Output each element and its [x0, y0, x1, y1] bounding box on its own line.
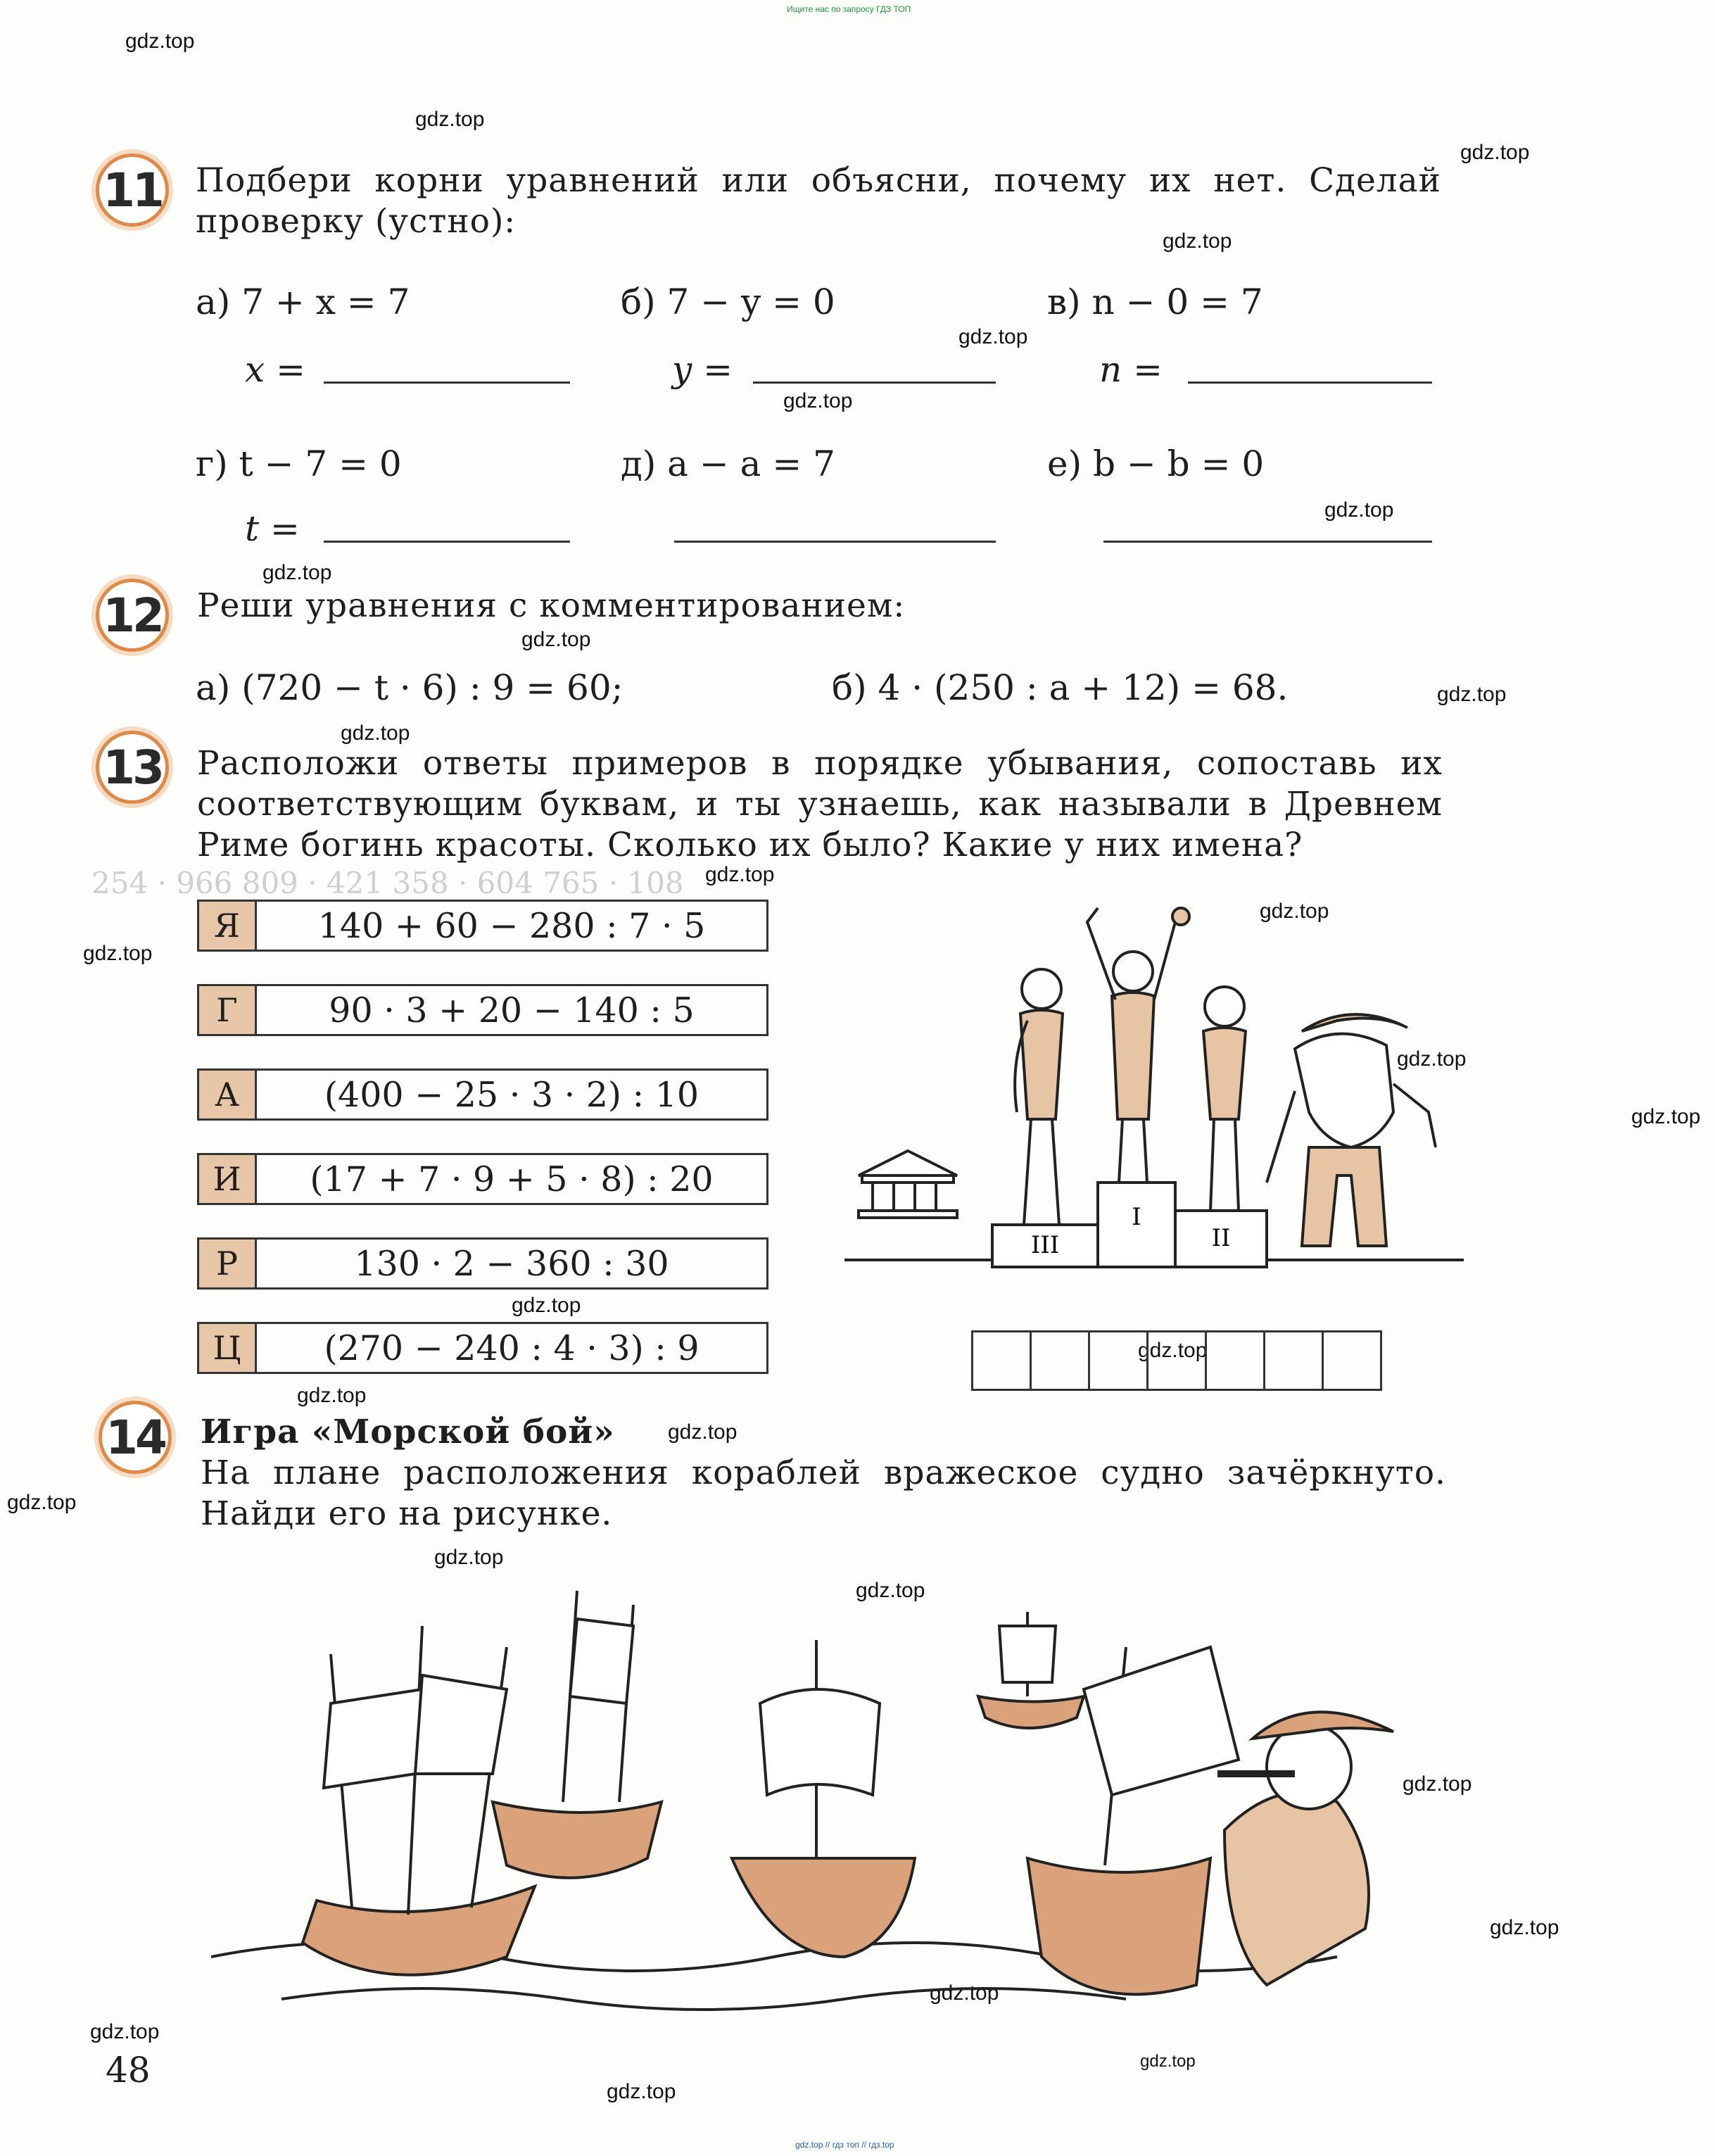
podium-place: I — [1132, 1203, 1141, 1231]
answer-line[interactable] — [674, 541, 996, 543]
task-number-badge: 12 — [96, 579, 169, 652]
task-text — [197, 743, 1443, 866]
answer-cells — [973, 1330, 1382, 1391]
watermark: gdz.top — [1631, 1105, 1701, 1128]
answer-label: y = — [672, 349, 733, 390]
watermark: gdz.top — [1138, 1339, 1208, 1362]
ghost-text: 254 · 966 809 · 421 358 · 604 765 · 108 — [91, 866, 684, 900]
answer-label: x = — [245, 349, 305, 390]
row-letter: И — [199, 1155, 257, 1203]
watermark: gdz.top — [668, 1420, 738, 1444]
equation: д) a − a = 7 — [621, 443, 835, 484]
page-number: 48 — [106, 2050, 151, 2091]
watermark: gdz.top — [1163, 229, 1232, 253]
watermark: gdz.top — [341, 721, 410, 745]
row-expression: 130 · 2 − 360 : 30 — [354, 1243, 669, 1284]
top-note: Ищите нас по запросу ГДЗ ТОП — [787, 4, 911, 14]
equation: е) b − b = 0 — [1047, 443, 1265, 484]
row-letter: Ц — [199, 1324, 257, 1372]
watermark: gdz.top — [1460, 141, 1530, 164]
task-text: Реши уравнения с комментированием: — [197, 586, 906, 625]
row-letter: Г — [199, 986, 257, 1034]
watermark: gdz.top — [1324, 498, 1394, 522]
equation: б) 4 · (250 : a + 12) = 68. — [832, 667, 1289, 708]
task-text — [201, 1453, 1446, 1534]
watermark: gdz.top — [1437, 683, 1507, 706]
row-expression: 90 · 3 + 20 − 140 : 5 — [329, 990, 695, 1030]
task-text — [196, 160, 1441, 242]
watermark: gdz.top — [262, 561, 332, 584]
watermark: gdz.top — [521, 628, 591, 651]
example-row — [197, 1068, 768, 1121]
answer-line[interactable] — [1188, 382, 1432, 384]
row-expression: (400 − 25 · 3 · 2) : 10 — [324, 1074, 700, 1115]
text-line: соответствующим буквам, и ты узнаешь, как называли в Древнем — [197, 785, 1443, 824]
text-line: Риме богинь красоты. Сколько их было? Какие у них имена? — [197, 826, 1303, 864]
watermark: gdz.top — [1397, 1047, 1467, 1071]
equation: в) n − 0 = 7 — [1047, 282, 1263, 322]
equation: а) 7 + x = 7 — [196, 282, 410, 322]
example-row — [197, 1237, 768, 1290]
watermark: gdz.top — [856, 1579, 925, 1602]
answer-cell[interactable] — [971, 1330, 1032, 1391]
text-line: Расположи ответы примеров в порядке убывания, сопоставь их — [197, 744, 1443, 783]
text-line: Подбери корни уравнений или объясни, почему их нет. Сделай — [196, 161, 1441, 200]
watermark: gdz.top — [434, 1546, 504, 1569]
answer-cell[interactable] — [1088, 1330, 1148, 1391]
row-expression: (270 − 240 : 4 · 3) : 9 — [324, 1328, 700, 1368]
watermark: gdz.top — [705, 863, 775, 886]
watermark: gdz.top — [297, 1384, 367, 1407]
answer-cell[interactable] — [1030, 1330, 1090, 1391]
answer-line[interactable] — [1103, 541, 1432, 543]
podium-place: II — [1211, 1224, 1231, 1252]
watermark: gdz.top — [83, 942, 153, 965]
watermark: gdz.top — [415, 108, 485, 131]
task-title: Игра «Морской бой» — [201, 1413, 615, 1451]
answer-label: n = — [1099, 349, 1163, 390]
row-expression: (17 + 7 · 9 + 5 · 8) : 20 — [310, 1159, 714, 1199]
watermark: gdz.top — [783, 389, 853, 412]
watermark: gdz.top — [607, 2080, 676, 2103]
podium-illustration — [844, 880, 1467, 1302]
answer-label: t = — [245, 508, 300, 549]
bottom-note: gdz.top // гдз топ // гдз.top — [795, 2140, 894, 2150]
text-line: Найди его на рисунке. — [201, 1494, 613, 1533]
watermark: gdz.top — [125, 30, 195, 53]
example-row — [197, 1322, 768, 1374]
answer-line[interactable] — [324, 382, 570, 384]
answer-line[interactable] — [324, 541, 570, 543]
task-number-badge: 13 — [96, 731, 169, 804]
example-row — [197, 900, 768, 952]
watermark: gdz.top — [1140, 2052, 1196, 2071]
example-row — [197, 1153, 768, 1205]
watermark: gdz.top — [90, 2020, 160, 2043]
task-number-badge: 11 — [96, 153, 169, 227]
answer-cell[interactable] — [1322, 1330, 1382, 1391]
answer-cell[interactable] — [1146, 1330, 1207, 1391]
watermark: gdz.top — [1260, 900, 1329, 923]
answer-line[interactable] — [753, 382, 996, 384]
equation: б) 7 − y = 0 — [621, 282, 835, 322]
watermark: gdz.top — [512, 1294, 581, 1317]
example-row — [197, 984, 768, 1036]
equation: г) t − 7 = 0 — [196, 443, 402, 484]
watermark: gdz.top — [1403, 1772, 1472, 1796]
watermark: gdz.top — [958, 325, 1028, 348]
row-letter: Р — [199, 1240, 257, 1287]
answer-cell[interactable] — [1263, 1330, 1324, 1391]
answer-cell[interactable] — [1205, 1330, 1265, 1391]
equation: а) (720 − t · 6) : 9 = 60; — [196, 667, 624, 708]
podium-place: III — [1030, 1231, 1060, 1259]
watermark: gdz.top — [930, 1981, 999, 2005]
ships-illustration — [211, 1563, 1478, 2020]
text-line: На плане расположения кораблей вражеское судно зачёркнуто. — [201, 1454, 1446, 1492]
watermark: gdz.top — [1490, 1916, 1559, 1939]
task-number-badge: 14 — [99, 1401, 172, 1474]
watermark: gdz.top — [7, 1491, 77, 1514]
row-expression: 140 + 60 − 280 : 7 · 5 — [317, 905, 706, 946]
row-letter: Я — [199, 902, 257, 950]
row-letter: А — [199, 1071, 257, 1118]
text-line: проверку (устно): — [196, 202, 517, 241]
